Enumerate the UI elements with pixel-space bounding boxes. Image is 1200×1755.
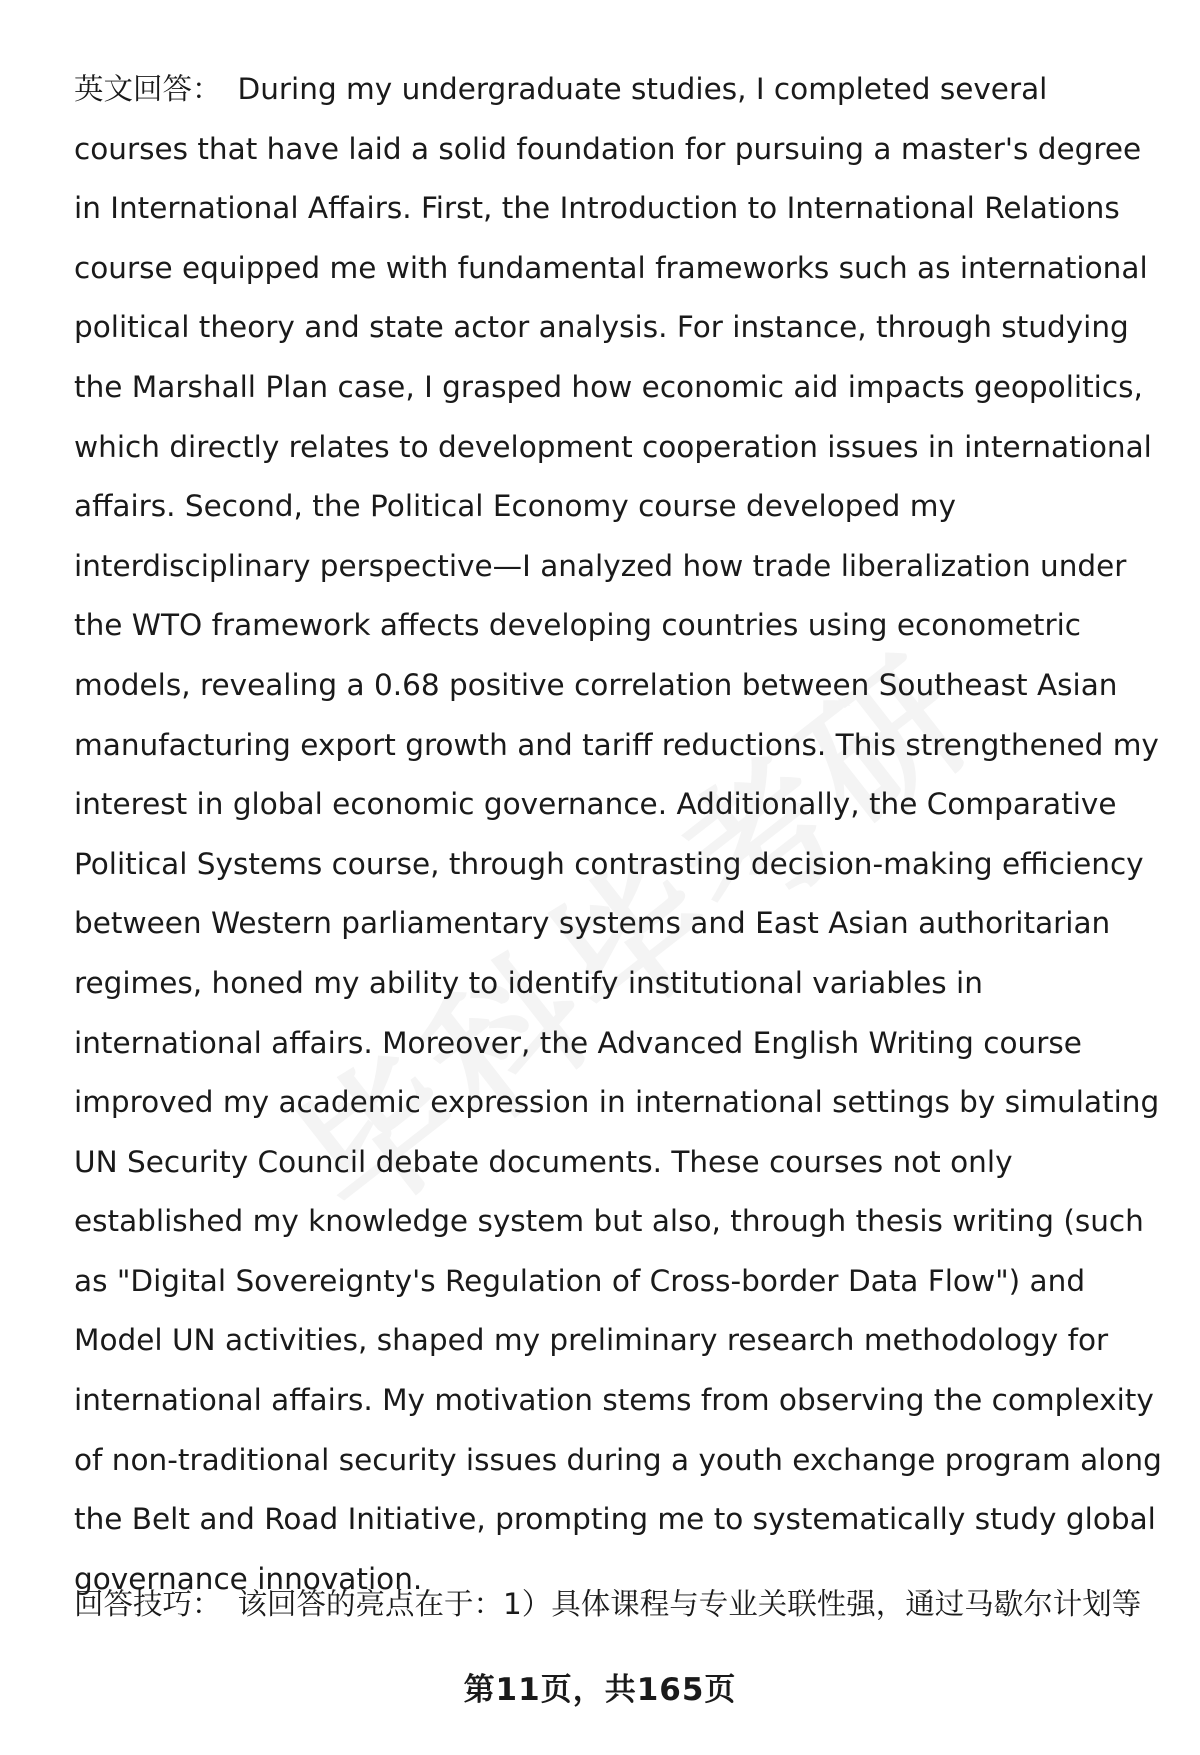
answer-label: 英文回答： [74, 72, 222, 106]
answer-tips-paragraph [74, 1575, 1164, 1635]
answer-text: During my undergraduate studies, I completed several courses that have laid a solid foundation for pursuing a master's degree in International Affairs. First, the Introduction to International Relations course equipped me with fundamental frameworks such as international political theory and state actor analysis. For instance, through studying the Marshall Plan case, I grasped how economic aid impacts geopolitics, which directly relates to development cooperation issues in international affairs. Second, the Political Economy course developed my interdisciplinary perspective—I analyzed how trade liberalization under the WTO framework affects developing countries using econometric models, revealing a 0.68 positive correlation between Southeast Asian manufacturing export growth and tariff reductions. This strengthened my interest in global economic governance. Additionally, the Comparative Political Systems course, through contrasting decision-making efficiency between Western parliamentary systems and East Asian authoritarian regimes, honed my ability to identify institutional variables in international affairs. Moreover, the Advanced English Writing course improved my academic expression in international settings by simulating UN Security Council debate documents. These courses not only established my knowledge system but also, through thesis writing (such as "Digital Sovereignty's Regulation of Cross-border Data Flow") and Model UN activities, shaped my preliminary research methodology for international affairs. My motivation stems from observing the complexity of non-traditional security issues during a youth exchange program along the Belt and Road Initiative, prompting me to systematically study global governance innovation. [74, 72, 1162, 1596]
page-number: 第11页，共165页 [463, 1672, 737, 1708]
tips-label: 回答技巧： [74, 1587, 222, 1621]
english-answer-paragraph [74, 60, 1164, 1609]
tips-text: 该回答的亮点在于：1）具体课程与专业关联性强，通过马歇尔计划等 [237, 1587, 1142, 1621]
